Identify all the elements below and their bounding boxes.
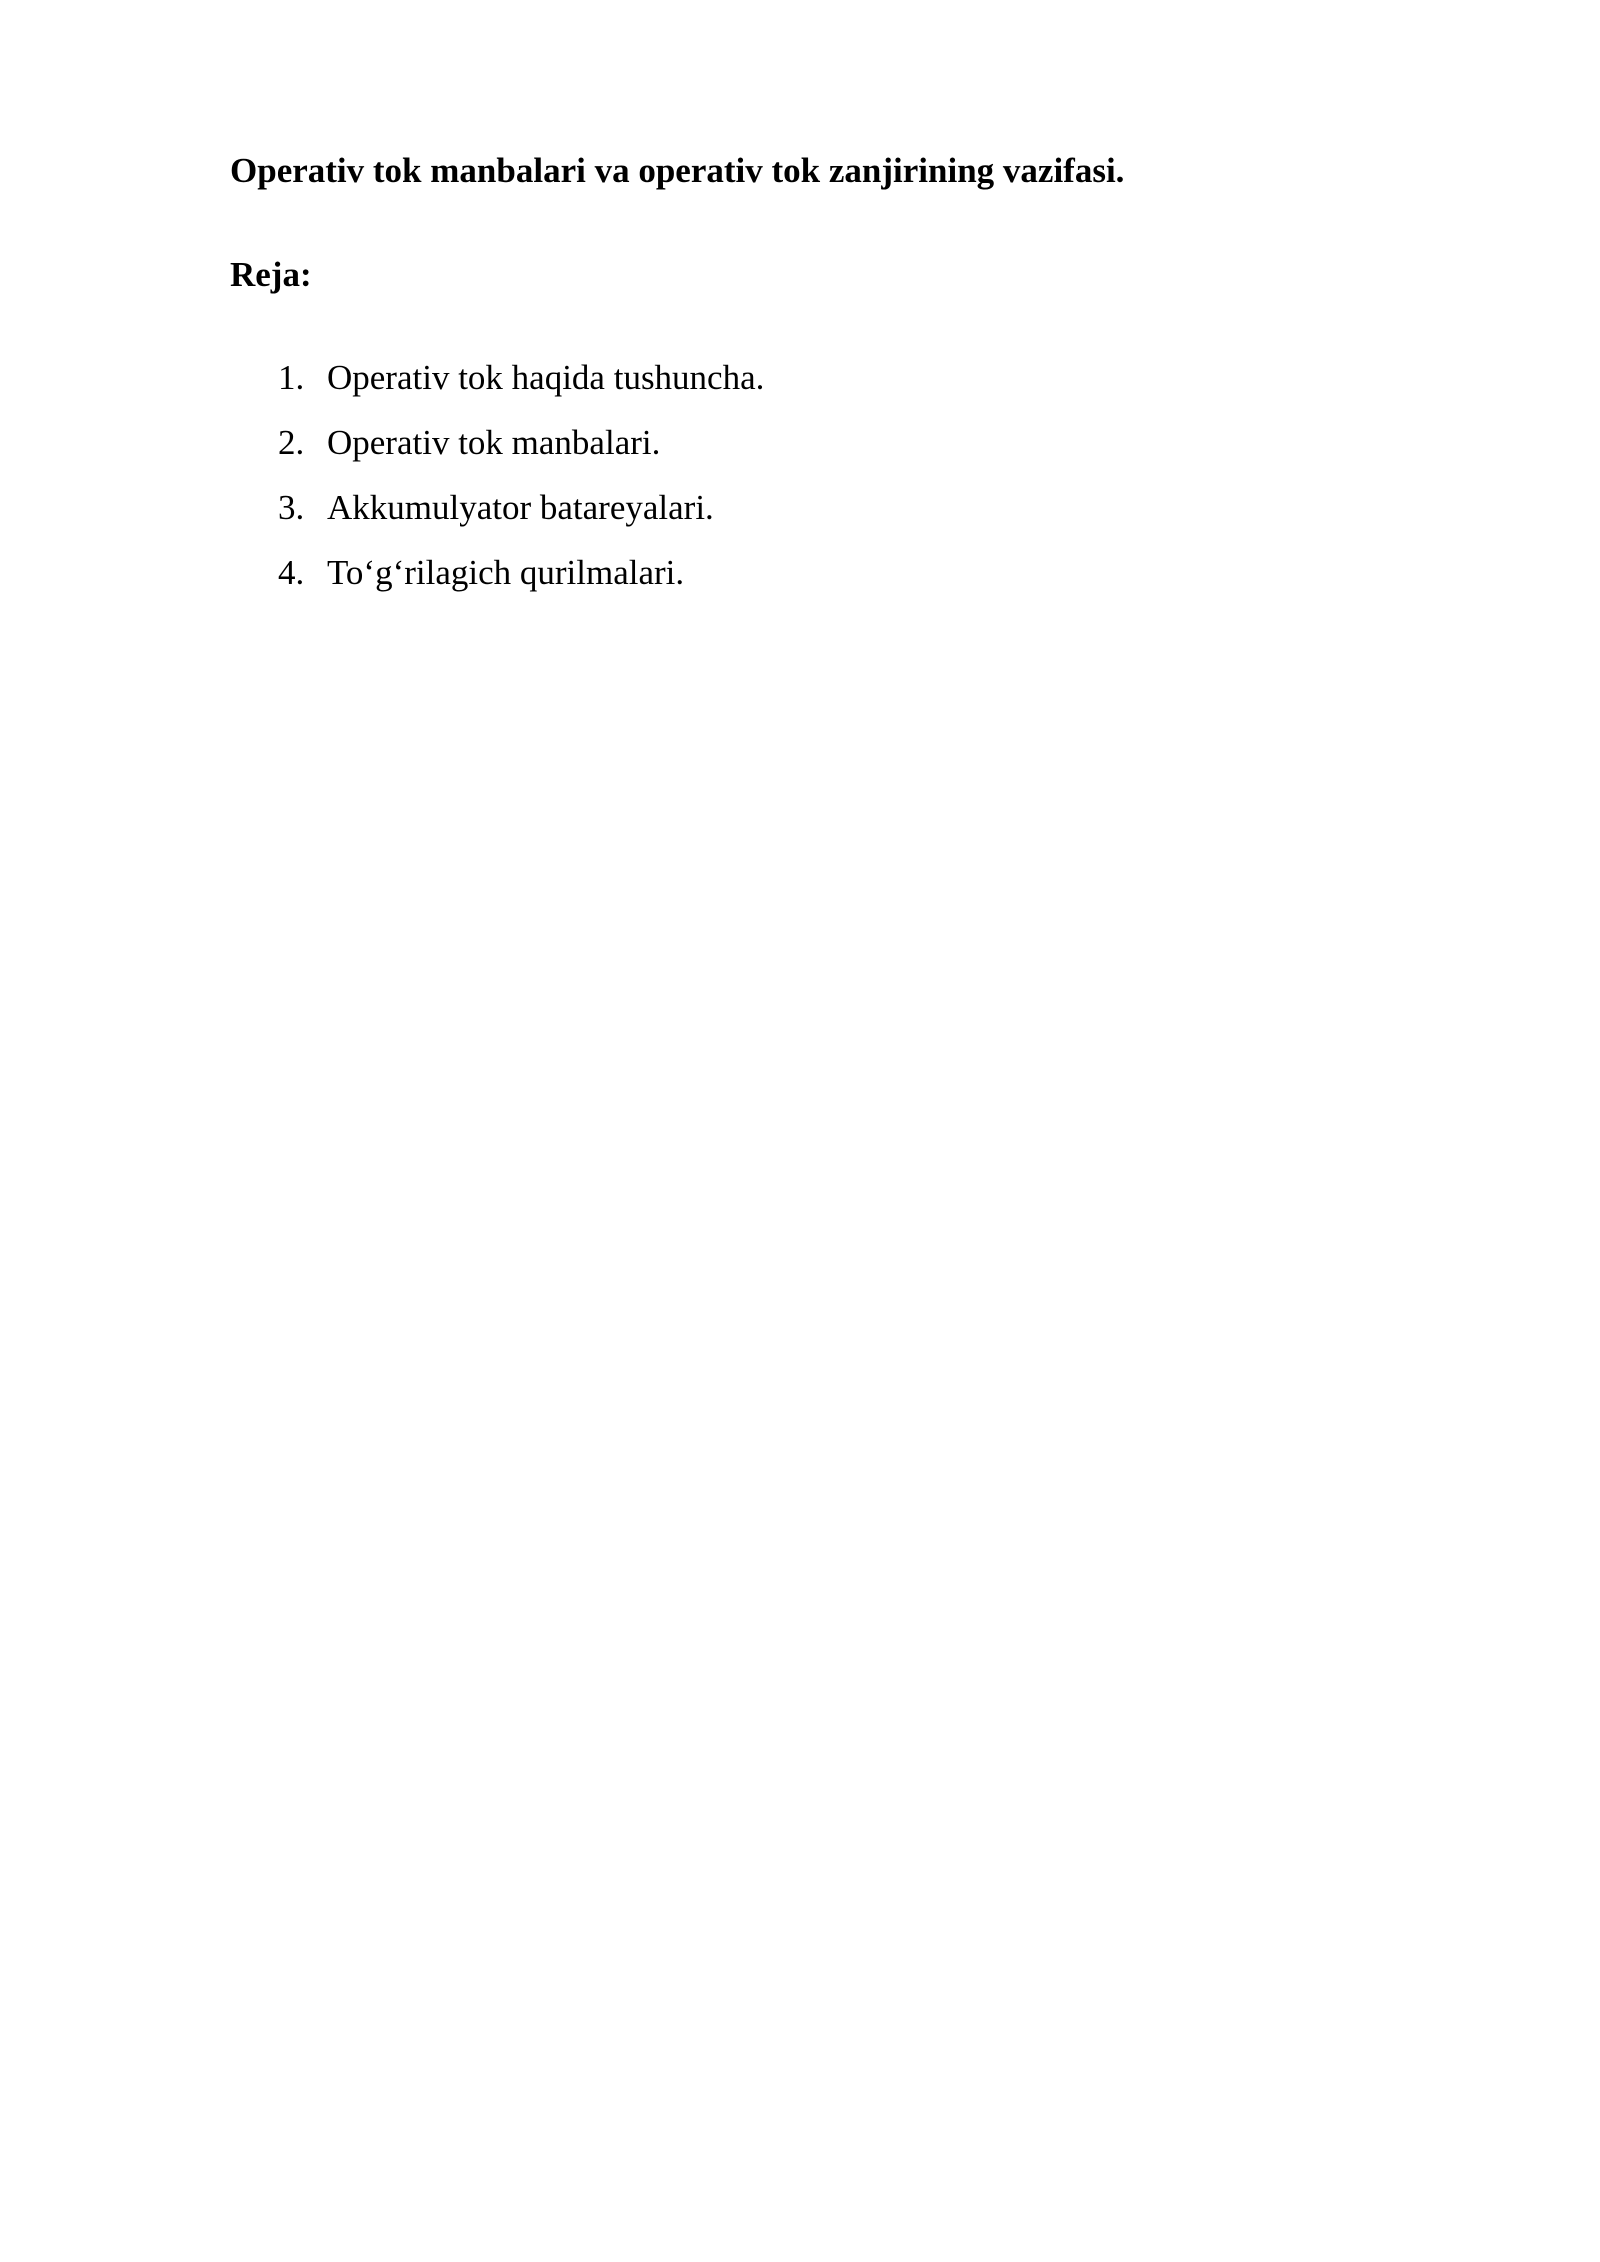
plan-item-text: Operativ tok haqida tushuncha. <box>327 358 765 397</box>
plan-item-number: 1. <box>278 358 305 397</box>
plan-heading: Reja: <box>230 255 312 294</box>
plan-item-text: Operativ tok manbalari. <box>327 423 661 462</box>
plan-item-number: 4. <box>278 553 305 592</box>
plan-item-number: 3. <box>278 488 305 527</box>
plan-item-text: Akkumulyator batareyalari. <box>327 488 714 527</box>
plan-item-text: To‘g‘rilagich qurilmalari. <box>327 553 685 592</box>
plan-item-number: 2. <box>278 423 305 462</box>
document-title: Operativ tok manbalari va operativ tok zanjirining vazifasi. <box>230 151 1125 190</box>
